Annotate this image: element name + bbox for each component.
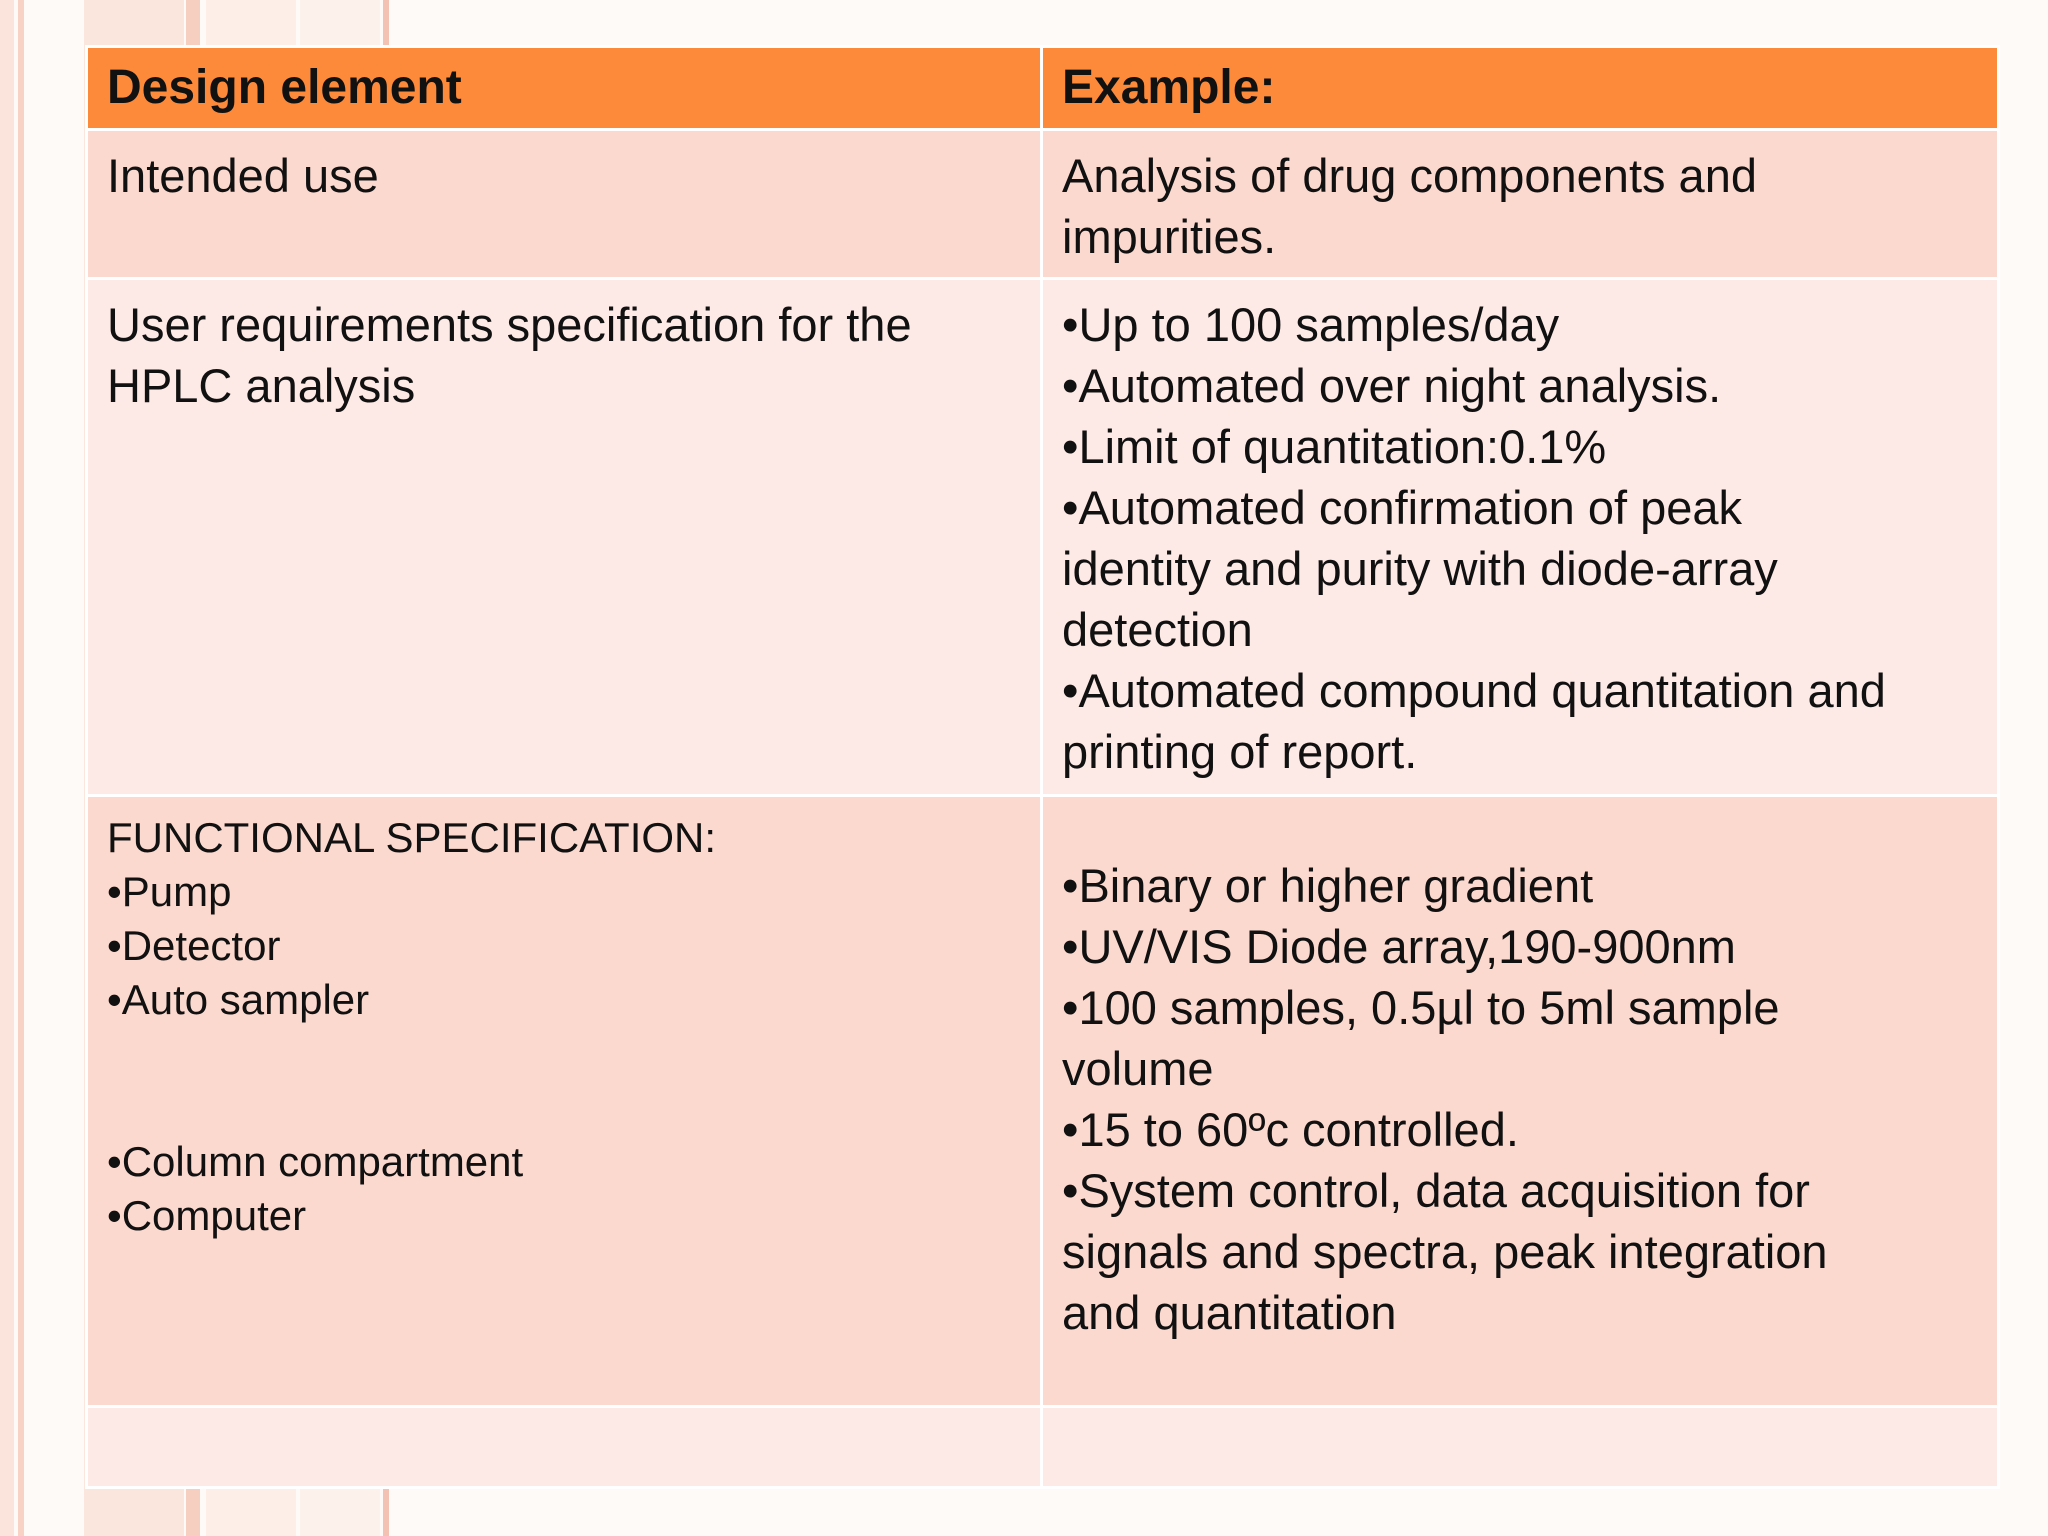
spec-table (85, 45, 2000, 1489)
list-item: •Detector (107, 922, 281, 969)
list-item: •Pump (107, 868, 232, 915)
decorative-stripe (0, 0, 14, 1536)
table-row (87, 796, 1999, 1407)
cell-functional-specification-example: •Binary or higher gradient •UV/VIS Diode array,190-900nm •100 samples, 0.5µl to 5ml sample volume •15 to 60ºc controlled. •System control, data acquisition for signals and spectra, peak integration and quantitation (1042, 796, 1999, 1407)
cell-intended-use: Intended use (87, 130, 1042, 279)
empty-cell (1042, 1407, 1999, 1488)
cell-user-requirements: User requirements specification for the HPLC analysis (87, 279, 1042, 796)
decorative-stripe (18, 0, 24, 1536)
cell-user-requirements-example: •Up to 100 samples/day •Automated over night analysis. •Limit of quantitation:0.1% •Automated confirmation of peak identity and purity with diode-array detection •Automated compound quantitation and printing of report. (1042, 279, 1999, 796)
list-item: •Column compartment (107, 1138, 524, 1185)
header-design-element: Design element (87, 47, 1042, 130)
table-header-row (87, 47, 1999, 130)
table-row (87, 279, 1999, 796)
cell-functional-specification (87, 796, 1042, 1407)
list-item: •Computer (107, 1192, 307, 1239)
empty-cell (87, 1407, 1042, 1488)
list-item: •Auto sampler (107, 976, 370, 1023)
functional-spec-title: FUNCTIONAL SPECIFICATION: (107, 814, 717, 861)
table-row (87, 130, 1999, 279)
table-row-empty (87, 1407, 1999, 1488)
cell-intended-use-example: Analysis of drug components and impurities. (1042, 130, 1999, 279)
header-example: Example: (1042, 47, 1999, 130)
